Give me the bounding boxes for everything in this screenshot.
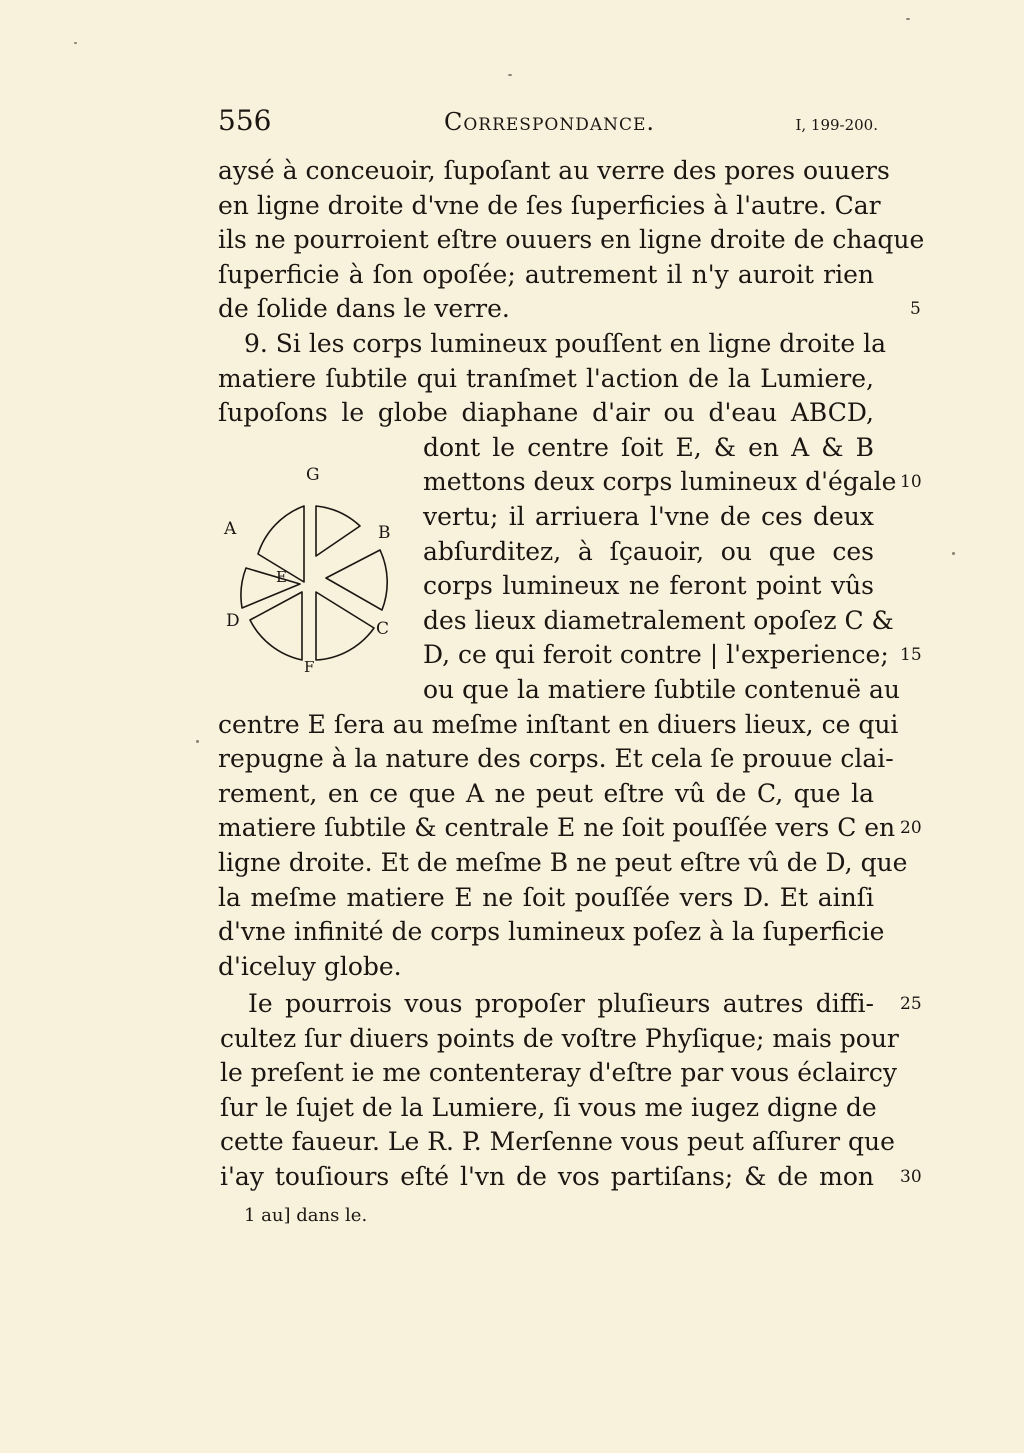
line-number: 5 [910,299,921,319]
paper-speck [196,740,199,743]
paper-speck [952,552,955,555]
text-line: des lieux diametralement opoſez C & [423,606,894,635]
wedge-upper-right [316,506,360,556]
page-header [218,104,878,144]
text-line: 9. Si les corps lumineux pouſſent en ligne droite la [244,329,886,358]
text-line: ou que la matiere ſubtile contenuë au [423,675,901,704]
label-a: A [224,519,237,539]
text-line: i'ay touſiours eſté l'vn de vos partiſans; & de mon [220,1162,874,1191]
text-line: cette faueur. Le R. P. Merſenne vous peut aſſurer que [220,1127,895,1156]
paper-speck [906,18,910,20]
text-line: vertu; il arriuera l'vne de ces deux [423,502,874,531]
page-number: 556 [218,104,272,137]
wedge-lower-right [316,592,374,660]
label-f: F [304,658,315,676]
label-g: G [306,465,320,485]
paper-speck [508,74,512,76]
text-line: abſurditez, à ſçauoir, ou que ces [423,537,874,566]
text-line: mettons deux corps lumineux d'égale [423,467,897,496]
text-line: la meſme matiere E ne ſoit pouſſée vers D. Et ainſi [218,883,874,912]
line-number: 30 [900,1167,922,1187]
label-b: B [378,523,391,543]
text-line: aysé à conceuoir, ſupoſant au verre des pores ouuers [218,156,890,185]
label-e: E [276,568,287,586]
text-line: D, ce qui feroit contre | l'experience; [423,640,889,669]
text-line: d'iceluy globe. [218,952,402,981]
globe-figure [222,460,412,680]
text-line: ſuperficie à ſon opoſée; autrement il n'y auroit rien [218,260,874,289]
text-line: rement, en ce que A ne peut eſtre vû de C, que la [218,779,874,808]
line-number: 10 [900,472,922,492]
wedge-right [326,550,387,610]
text-line: ſur le ſujet de la Lumiere, ſi vous me iugez digne de [220,1093,877,1122]
text-line: corps lumineux ne feront point vûs [423,571,874,600]
text-line: ligne droite. Et de meſme B ne peut eſtre vû de D, que [218,848,908,877]
line-number: 25 [900,994,922,1014]
text-line: ſupoſons le globe diaphane d'air ou d'eau ABCD, [218,398,874,427]
text-line: Ie pourrois vous propoſer pluſieurs autres diffi- [248,989,874,1018]
running-head: Correspondance. [444,108,656,136]
text-line: centre E ſera au meſme inſtant en diuers lieux, ce qui [218,710,899,739]
text-line: ils ne pourroient eſtre ouuers en ligne droite de chaque [218,225,925,254]
label-c: C [376,619,390,639]
globe-diagram [222,460,412,680]
label-d: D [226,611,240,631]
text-line: dont le centre ſoit E, & en A & B [423,433,874,462]
text-line: cultez ſur diuers points de voſtre Phyſique; mais pour [220,1024,899,1053]
page-reference: I, 199-200. [795,116,878,134]
text-line: repugne à la nature des corps. Et cela ſe prouue clai- [218,744,894,773]
text-line: d'vne infinité de corps lumineux poſez à la ſuperficie [218,917,885,946]
text-line: le preſent ie me contenteray d'eſtre par vous éclaircy [220,1058,897,1087]
line-number: 20 [900,818,922,838]
text-line: matiere ſubtile & centrale E ne ſoit pouſſée vers C en [218,813,896,842]
footnote: 1 au] dans le. [244,1205,368,1226]
line-number: 15 [900,645,922,665]
text-line: matiere ſubtile qui tranſmet l'action de la Lumiere, [218,364,874,393]
text-line: en ligne droite d'vne de ſes ſuperficies à l'autre. Car [218,191,881,220]
paper-speck [74,42,77,44]
text-line: de ſolide dans le verre. [218,294,510,323]
